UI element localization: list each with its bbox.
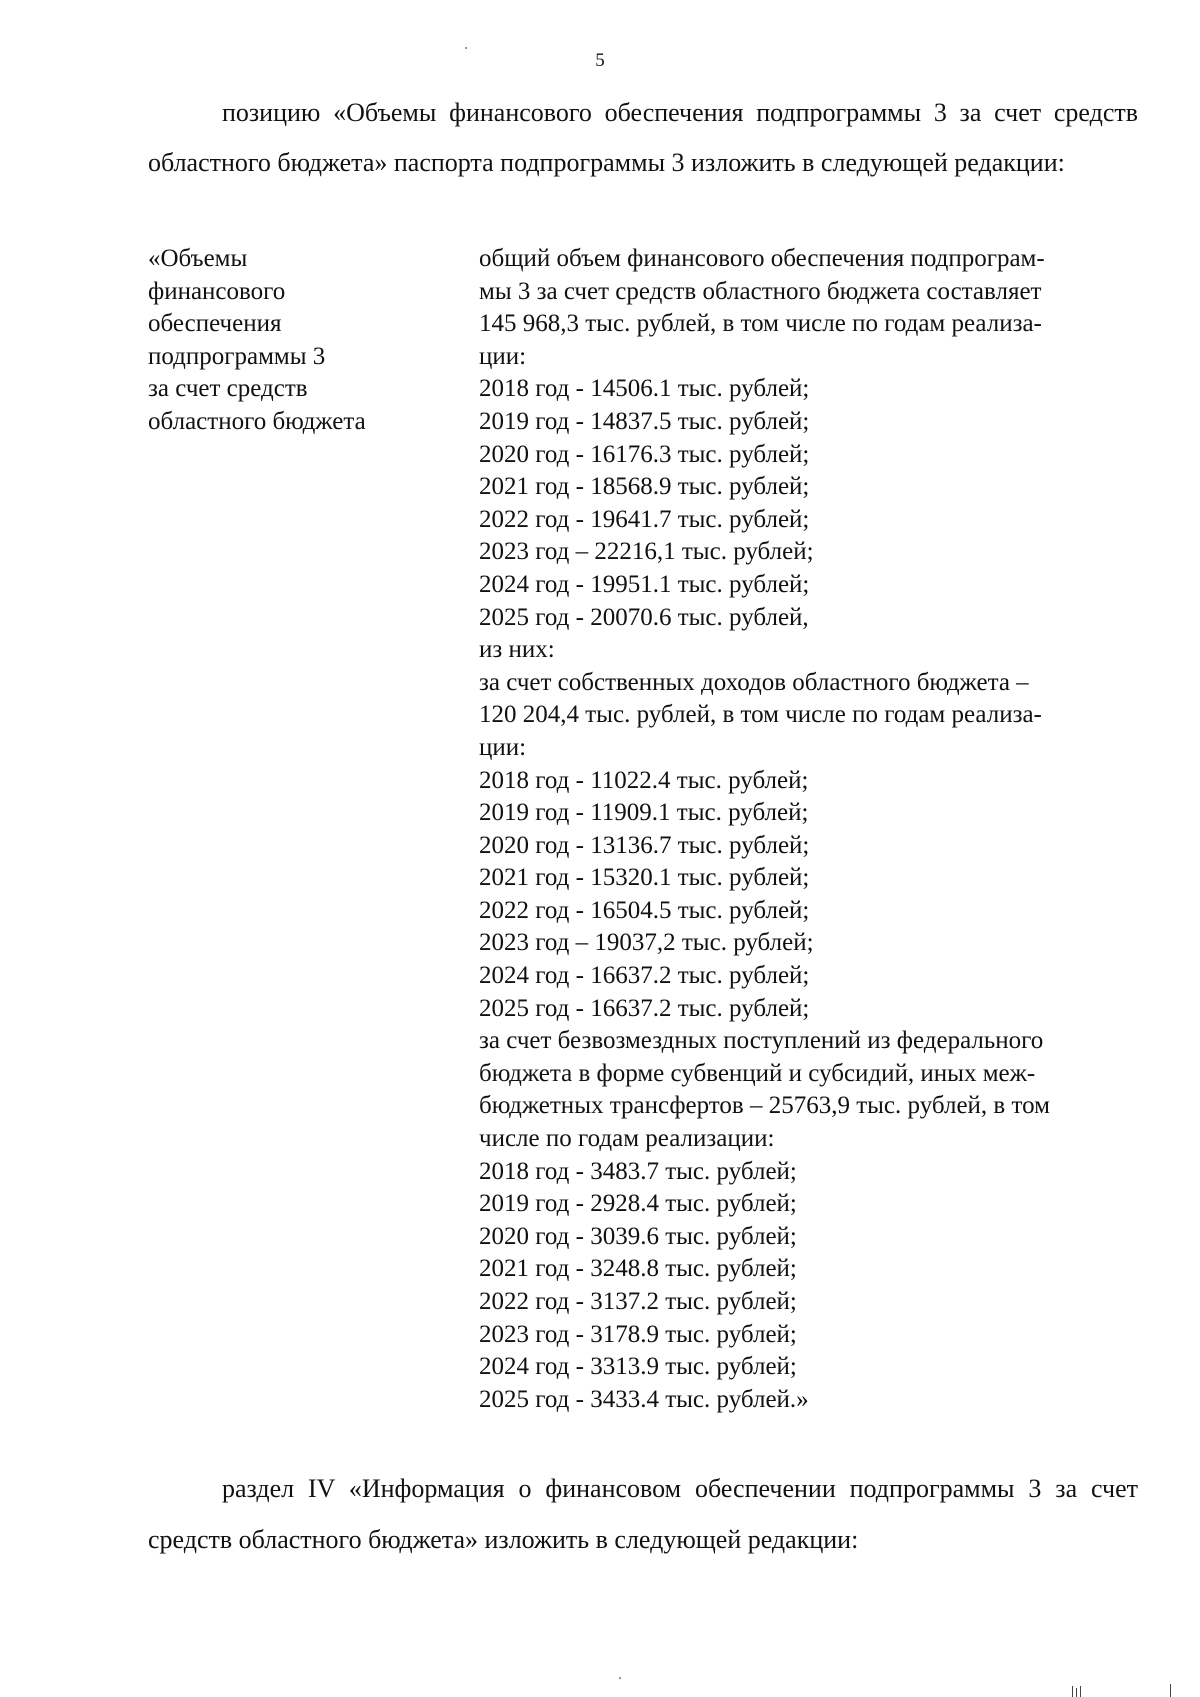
value-line: за счет собственных доходов областного бюджета – xyxy=(479,668,1029,696)
label-line: областного бюджета xyxy=(148,407,366,435)
value-line: ции: xyxy=(479,342,527,370)
label-line: подпрограммы 3 xyxy=(148,342,326,370)
value-line: 2022 год - 19641.7 тыс. рублей; xyxy=(479,505,810,533)
value-line: 2025 год - 3433.4 тыс. рублей.» xyxy=(479,1385,809,1413)
label-line: финансового xyxy=(148,277,286,305)
value-line: общий объем финансового обеспечения подпрограм- xyxy=(479,245,1045,272)
value-line: 2022 год - 3137.2 тыс. рублей; xyxy=(479,1288,797,1315)
value-line: 2023 год – 22216,1 тыс. рублей; xyxy=(479,538,814,566)
value-line: 2020 год - 13136.7 тыс. рублей; xyxy=(479,831,810,859)
value-line: 2022 год - 16504.5 тыс. рублей; xyxy=(479,896,810,924)
scan-mark xyxy=(1170,1684,1171,1697)
value-line: за счет безвозмездных поступлений из федерального xyxy=(479,1027,1044,1055)
value-line: 2019 год - 11909.1 тыс. рублей; xyxy=(479,799,809,827)
label-line: за счет средств xyxy=(148,375,308,403)
value-line: 2018 год - 11022.4 тыс. рублей; xyxy=(479,766,809,794)
value-line: бюджета в форме субвенций и субсидий, иных меж- xyxy=(479,1059,1036,1087)
value-line: 2025 год - 20070.6 тыс. рублей, xyxy=(479,603,809,631)
passport-value-column xyxy=(479,243,1139,1416)
label-line: «Объемы xyxy=(148,245,248,272)
scan-dot xyxy=(465,47,467,49)
value-line: 2023 год - 3178.9 тыс. рублей; xyxy=(479,1320,797,1348)
page-number: 5 xyxy=(595,50,605,71)
value-line: 2018 год - 3483.7 тыс. рублей; xyxy=(479,1157,797,1185)
intro-paragraph: позицию «Объемы финансового обеспечения подпрограммы 3 за счет средств областного бюджета» паспорта подпрограммы 3 изложить в следующей редакции: xyxy=(148,98,1138,177)
value-line: 2021 год - 3248.8 тыс. рублей; xyxy=(479,1255,797,1283)
value-line: ции: xyxy=(479,733,527,761)
value-line: 2024 год - 3313.9 тыс. рублей; xyxy=(479,1353,797,1381)
value-line: из них: xyxy=(479,636,555,664)
value-line: 2025 год - 16637.2 тыс. рублей; xyxy=(479,994,810,1022)
value-line: 2024 год - 16637.2 тыс. рублей; xyxy=(479,962,810,990)
scan-mark xyxy=(1076,1688,1077,1697)
scan-mark xyxy=(1072,1686,1073,1697)
label-line: обеспечения xyxy=(148,310,282,338)
value-line: 2020 год - 16176.3 тыс. рублей; xyxy=(479,440,810,468)
value-line: 2019 год - 2928.4 тыс. рублей; xyxy=(479,1190,797,1218)
value-line: 2024 год - 19951.1 тыс. рублей; xyxy=(479,570,810,598)
value-line: 2023 год – 19037,2 тыс. рублей; xyxy=(479,929,814,957)
value-line: бюджетных трансфертов – 25763,9 тыс. рублей, в том xyxy=(479,1092,1050,1120)
passport-label-column xyxy=(148,243,448,439)
section-paragraph: раздел IV «Информация о финансовом обеспечении подпрограммы 3 за счет средств областного бюджета» изложить в следующей редакции: xyxy=(148,1474,1138,1554)
value-line: 2021 год - 18568.9 тыс. рублей; xyxy=(479,473,810,501)
value-line: 120 204,4 тыс. рублей, в том числе по годам реализа- xyxy=(479,701,1042,729)
value-line: числе по годам реализации: xyxy=(479,1125,775,1153)
value-line: 2020 год - 3039.6 тыс. рублей; xyxy=(479,1222,797,1250)
scan-mark xyxy=(1080,1686,1081,1697)
value-line: 2019 год - 14837.5 тыс. рублей; xyxy=(479,407,810,435)
scan-dot xyxy=(619,1677,621,1679)
value-line: 2018 год - 14506.1 тыс. рублей; xyxy=(479,375,810,403)
value-line: 2021 год - 15320.1 тыс. рублей; xyxy=(479,864,810,892)
value-line: мы 3 за счет средств областного бюджета составляет xyxy=(479,277,1042,305)
value-line: 145 968,3 тыс. рублей, в том числе по годам реализа- xyxy=(479,310,1042,338)
